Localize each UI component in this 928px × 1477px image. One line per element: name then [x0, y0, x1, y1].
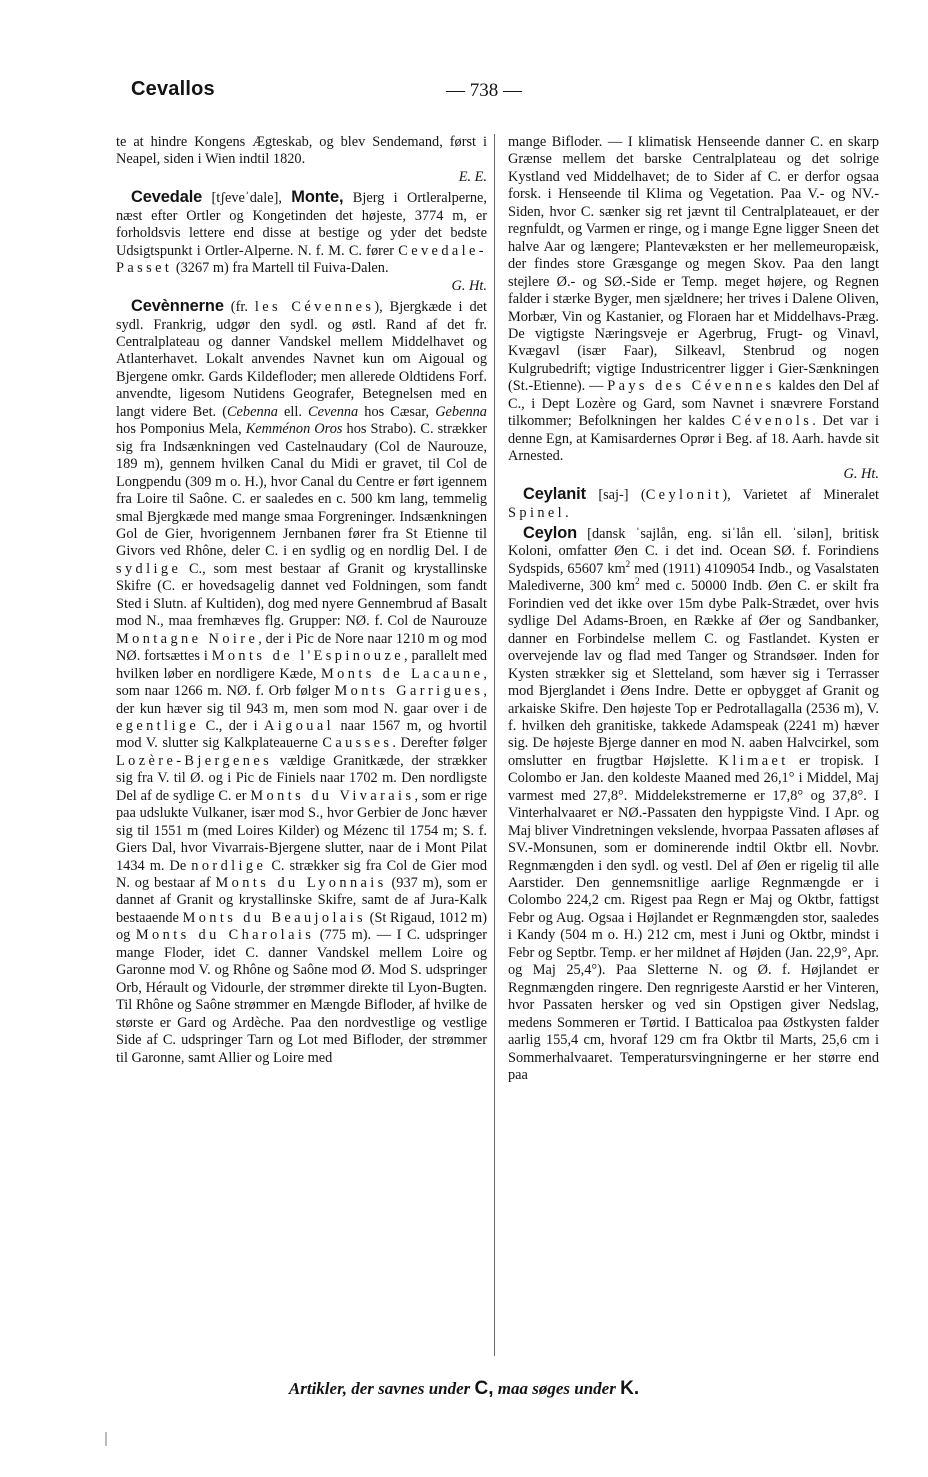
scan-artifact [105, 1432, 107, 1446]
author-signature: G. Ht. [451, 277, 487, 294]
page-number: — 738 — [446, 80, 522, 101]
right-column [508, 134, 879, 1084]
spaced-term: Monts du Lyonnais [215, 875, 387, 892]
spaced-term: egentlige [116, 717, 200, 734]
headword-monte: Monte, [291, 188, 344, 207]
spaced-term: Montagne Noire [116, 630, 259, 647]
spaced-term: Klimaet [718, 752, 789, 769]
spaced-term: Pays des Cévennes [607, 378, 775, 395]
spaced-term: Causses [322, 735, 393, 752]
spaced-term: sydlige [116, 560, 182, 577]
left-column [116, 134, 487, 1067]
spaced-term: Lozère-Bjergenes [116, 752, 273, 769]
entry-ceylanit: Ceylanit [saj-] (Ceylonit), Varietet af Mineralet Spinel. [508, 485, 879, 521]
entry-cevedale: Cevedale [tʃeveˈdale], Monte, Bjerg i Ortleralperne, næst efter Ortler og Kongetinden det højeste, 3774 m, er forholdsvis lettere end disse at bestige og yder det bedste Udsigtspunkt i Ortler-Alperne. N. f. M. C. fører Cevedale-Passet (3267 m) fra Martell til Fuiva-Dalen. [116, 188, 488, 277]
spaced-term: Ceylonit [645, 487, 723, 504]
continued-entry-text: mange Bifloder. — I klimatisk Henseende danner C. en skarp Grænse mellem det barske Centralplateau og det solrige Kystland ved Middelhavet; de to Sider af C. er derfor ogsaa forsk. i Henseende til Klima og Vegetation. Paa V.- og NV.-Siden, hvor C. sænker sig ret jævnt til Centralplateauet, er der regnfuldt, og Varmen er ringe, og i mange Egne ligger Sneen det halve Aar og længere; Plantevæksten er her mellemeuropæisk, der findes store Græsgange og megen Skov. Paa den langt stejlere Ø.- og SØ.-Side er Temp. meget højere, og Regnen falder i stærke Byger, men sjældnere; her trives i Dalene Oliven, Morbær, Vin og Kastanier, og Floraen har et Middelhavs-Præg. De vigtigste Næringsveje er Agerbrug, Frugt- og Vinavl, Kvægavl (især Faar), Silkeavl, Stenbrud og nogen Kulgrubedrift; vigtige Industricentrer ligger i Gier-Sænkningen (St.-Etienne). — Pays des Cévennes kaldes den Del af C., i Dept Lozère og Gard, som Navnet i snævrere Forstand tilkommer; Befolkningen her kaldes Cévenols. Det var i denne Egn, at Kamisardernes Oprør i Beg. af 18. Aarh. havde sit Arnested. [508, 134, 879, 465]
column-divider [494, 134, 495, 1356]
spaced-term: les Cévennes [254, 299, 375, 316]
footer-note: Artikler, der savnes under C, maa søges under K. [288, 1378, 640, 1399]
italic-term: Cevenna [308, 403, 359, 420]
author-signature: E. E. [458, 168, 487, 185]
spaced-term: Monts du Charolais [135, 927, 315, 944]
author-signature: G. Ht. [843, 465, 879, 482]
spaced-term: Spinel [508, 504, 566, 521]
spaced-term: Monts du Vivarais [250, 787, 415, 804]
spaced-term: nordlige [191, 857, 267, 874]
italic-term: Cebenna [226, 403, 278, 420]
italic-term: Gebenna [435, 403, 487, 420]
spaced-term: Monts de Lacaune [321, 665, 484, 682]
headword-ceylon: Ceylon [523, 523, 578, 542]
entry-cevennerne: Cevènnerne (fr. les Cévennes), Bjergkæde i det sydl. Frankrig, udgør den sydl. og østl. Rand af det fr. Centralplateau og danner Vandskel mellem Middelhavet og Atlanterhavet. Lokalt anvendes Navnet kun om Aigoual og Bjergene omkr. Gards Kildefloder; men allerede Oldtidens Forf. anvendte, ligesom Nutidens Geografer, Betegnelsen med en langt videre Bet. (Cebenna ell. Cevenna hos Cæsar, Gebenna hos Pomponius Mela, Kemménon Oros hos Strabo). C. strækker sig fra Indsænkningen ved Castelnaudary (Col de Naurouze, 189 m), gennem hvilken Canal du Midi er gravet, til Col de Longpendu (309 m o. H.), hvor Canal du Centre er ført igennem fra Loire til Saône. C. er saaledes en c. 500 km lang, temmelig smal Bjergkæde med mange smaa Forgreninger. Indsænkningen Gol de Gier, hvorigennem Jernbanen fører fra St Etienne til Givors ved Rhône, deler C. i en sydlig og en nordlig Del. I de sydlige C., som mest bestaar af Granit og krystallinske Skifre (C. er hovedsagelig dannet ved Foldningen, som fandt Sted i Slutn. af Kultiden), dog med nyere Gennembrud af Basalt mod N., maa fremhæves flg. Grupper: NØ. f. Col de Naurouze Montagne Noire, der i Pic de Nore naar 1210 m og mod NØ. fortsættes i Monts de l'Espinouze, parallelt med hvilken løber en nordligere Kæde, Monts de Lacaune, som naar 1266 m. NØ. f. Orb følger Monts Garrigues, der kun hæver sig til 943 m, men som mod N. gaar over i de egentlige C., der i Aigoual naar 1567 m, og hvortil mod V. slutter sig Kalkplateauerne Causses. Derefter følger Lozère-Bjergenes vældige Granitkæde, der strækker sig fra V. til Ø. og i Pic de Finiels naar 1702 m. Den nordligste Del af de sydlige C. er Monts du Vivarais, som er rige paa udslukte Vulkaner, især mod S., hvor Gerbier de Jonc hæver sig til 1551 m (med Loires Kilder) og Mézenc til 1754 m; S. f. Giers Dal, hvor Vivarrais-Bjergene slutter, naar de i Mont Pilat 1434 m. De nordlige C. strækker sig fra Col de Gier mod N. og bestaar af Monts du Lyonnais (937 m), som er dannet af Granit og krystallinske Skifre, samt de af Jura-Kalk bestaaende Monts du Beaujolais (St Rigaud, 1012 m) og Monts du Charolais (775 m). — I C. udspringer mange Floder, idet C. danner Vandskel mellem Loire og Garonne mod V. og Rhône og Saône mod Ø. Mod S. udspringer Orb, Hérault og Vidourle, der strømmer direkte til Lyon-Bugten. Til Rhône og Saône strømmer en Mængde Bifloder, af hvilke de største er Gard og Ardèche. Paa den nordvestlige og vestlige Side af C. udspringer Tarn og Lot med Bifloder, der strømmer til Garonne, samt Allier og Loire med [116, 297, 488, 1066]
spaced-term: Cévenols [731, 413, 813, 430]
spaced-term: Monts du Beaujolais [182, 909, 367, 926]
headword-cevedale: Cevedale [131, 188, 203, 207]
headword-cevennerne: Cevènnerne [131, 297, 224, 316]
italic-term: Kemménon Oros [245, 421, 343, 438]
entry-ceylon: Ceylon [dansk ˈsajlån, eng. siˈlån ell. ˈsilən], britisk Koloni, omfatter Øen C. i det ind. Ocean SØ. f. Forindiens Sydspids, 65607 $km^2$ med (1911) 4109054 Indb., og Vasalstaten Malediverne, 300 $km^2$ med c. 50000 Indb. Øen C. er skilt fra Forindien ved det ikke over 15m dybe Palk-Strædet, over hvis sydlige Del Adams-Broen, en Række af Øer og Sandbanker, danner en Forbindelse mellem C. og Fastlandet. Kysten er overvejende lav og flad med Tanger og Strandsøer. Inden for Kysten strækker sig et Sletteland, som hæver sig i Terrasser mod Bjerglandet i Øens Indre. Dette er opbygget af Granit og arkaiske Skifre. Den højeste Top er Pedrotallagalla (2536 m), V. f. hvilken deh granitiske, takkede Adamspeak (2241 m) hæver sig. De højeste Bjerge danner en mod N. aaben Halvcirkel, som omslutter en frugtbar Højslette. Klimaet er tropisk. I Colombo er Jan. den koldeste Maaned med 26,1° i Middel, Maj varmest med 27,8°. Middelekstremerne er 17,8° og 37,8°. I Vinterhalvaaret er NØ.-Passaten den hyppigste Vind. I Apr. og Maj bliver Vindretningen vekslende, hvorpaa Passaten afløses af SV.-Monsunen, som er dominerende indtil Oktbr ell. Novbr. Regnmængden i den sydl. og vestl. Del af Øen er rigelig til alle Aarstider. Den gennemsnitlige aarlige Regnmængde er i Colombo 224,2 cm. Rigest paa Regn er Maj og Oktbr, fattigst Febr og Aug. Ogsaa i Højlandet er Regnmængden stor, saaledes i Kandy (504 m o. H.) 212 cm, mest i Juni og Oktbr, mindst i Febr og Septbr. Temp. er her mildnet af Højden (Jan. 22,9°, Apr. og Maj 25,4°). Paa Sletterne N. og Ø. f. Højlandet er Regnmængden ringere. Den regnrigeste Aarstid er her Vinteren, hvor Passaten hersker og ved sin Opstigen giver Nedslag, medens Sommeren er Tørtid. I Batticaloa paa Østkysten falder aarlig 155,4 cm, hvoraf 129 cm fra Oktbr til Marts, 25,6 cm i Sommerhalvaaret. Temperatursvingningerne er her større end paa [508, 523, 880, 1084]
spaced-term: Aigoual [264, 717, 335, 734]
spaced-term: Monts Garrigues [334, 683, 484, 700]
continued-entry-text: te at hindre Kongens Ægteskab, og blev Sendemand, først i Neapel, siden i Wien indtil 1820. [116, 134, 487, 168]
pronunciation: [tʃeveˈdale], [202, 190, 292, 207]
spaced-term: Monts de l'Espinouze [211, 648, 404, 665]
running-head-word: Cevallos [131, 78, 215, 100]
headword-ceylanit: Ceylanit [523, 485, 586, 504]
spaced-term: Cevedale-Passet [116, 242, 487, 277]
running-header [0, 78, 928, 118]
